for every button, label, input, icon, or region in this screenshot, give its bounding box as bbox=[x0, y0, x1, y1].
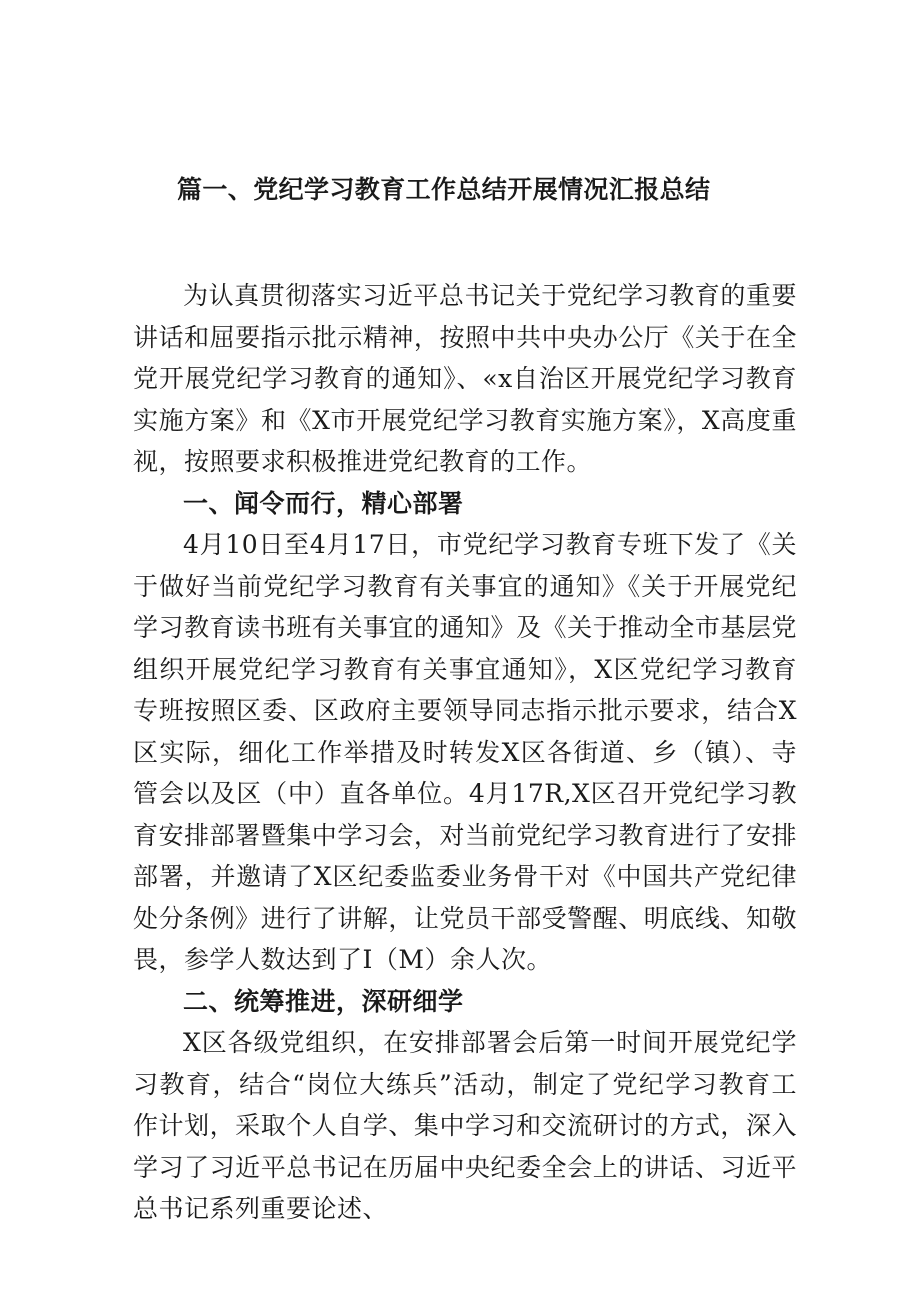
section-2-heading: 二、统筹推进，深研细学 bbox=[183, 986, 464, 1016]
section-1-heading: 一、闻令而行，精心部署 bbox=[183, 488, 464, 518]
intro-paragraph: 为认真贯彻落实习近平总书记关于党纪学习教育的重要讲话和屈要指示批示精神，按照中共中央办公厅《关于在全党开展党纪学习教育的通知》、«x自治区开展党纪学习教育实施方案》和《X市开展党纪学习教育实施方案》，X高度重视，按照要求积极推进党纪教育的工作。 bbox=[133, 281, 797, 476]
section-1-paragraph: 4月10日至4月17日，市党纪学习教育专班下发了《关于做好当前党纪学习教育有关事宜的通知》《关于开展党纪学习教育读书班有关事宜的通知》及《关于推动全市基层党组织开展党纪学习教育有关事宜通知》，X区党纪学习教育专班按照区委、区政府主要领导同志指示批示要求，结合X区实际，细化工作举措及时转发X区各街道、乡（镇）、寺管会以及区（中）直各单位。4月17R,X区召开党纪学习教育安排部署暨集中学习会，对当前党纪学习教育进行了安排部署，并邀请了X区纪委监委业务骨干对《中国共产党纪律处分条例》进行了讲解，让党员干部受警醒、明底线、知敬畏，参学人数达到了I（M）余人次。 bbox=[133, 530, 797, 974]
document-body bbox=[133, 275, 797, 1230]
document-title: 篇一、党纪学习教育工作总结开展情况汇报总结 bbox=[177, 175, 711, 204]
section-2-paragraph: X区各级党组织，在安排部署会后第一时间开展党纪学习教育，结合“岗位大练兵”活动，制定了党纪学习教育工作计划，采取个人自学、集中学习和交流研讨的方式，深入学习了习近平总书记在历届中央纪委全会上的讲话、习近平总书记系列重要论述、 bbox=[133, 1028, 797, 1223]
